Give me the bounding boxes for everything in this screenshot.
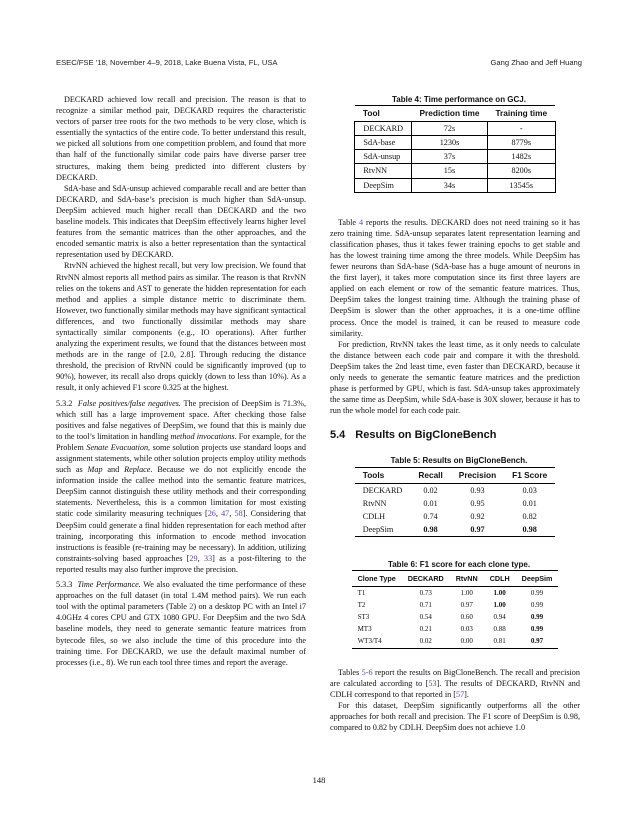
table6-header: CDLH <box>484 571 516 587</box>
table5-block <box>330 455 580 537</box>
table6-header: DECKARD <box>402 571 450 587</box>
citation-link[interactable]: 47 <box>221 509 230 519</box>
table6-header: Clone Type <box>352 571 402 587</box>
paragraph-bcb-results: Tables 5-6 report the results on BigCloneBench. The recall and precision are calculated according to [53]. The results of DECKARD, RtvNN and CDLH correspond to that reported in [57]. <box>330 667 580 699</box>
table4-block <box>330 94 580 193</box>
subsection-title: False positives/false negatives. <box>77 398 181 408</box>
table6-caption: Table 6: F1 score for each clone type. <box>387 560 531 569</box>
subsection-number: 5.3.2 <box>56 398 73 408</box>
paragraph-rtvnn: RtvNN achieved the highest recall, but very low precision. We found that RtvNN almost reports all method pairs as similar. The reason is that RtvNN relies on the tokens and AST to generate the hidden representation for each method and applies a simple distance metric to discriminate them. However, two functionally similar methods may have significant syntactical differences, and two functionally dissimilar methods may share syntactically similar components (e.g., IO operations). After further analyzing the experiment results, we found that the distances between most methods are in the range of [2.0, 2.8]. Through reducing the distance threshold, the precision of RtvNN could be significantly improved (up to 90%), however, its recall also drops quickly (down to less than 10%). As a result, it only achieved F1 score 0.325 at the highest. <box>56 261 306 393</box>
citation-link[interactable]: 53 <box>428 678 437 688</box>
table-row: T1 0.73 1.00 1.00 0.99 <box>357 588 544 597</box>
table-ref-link[interactable]: 6 <box>368 667 373 677</box>
subsection-false-positives: 5.3.2 False positives/false negatives. The precision of DeepSim is 71.3%, which still has a large improvement space. After checking those false positives and false negatives of DeepSim, we found that this is mainly due to the tool’s limitation in handling method invocations. For example, for the Problem Senate Evacuation, some solution projects use standard loops and assignment statements, while other solution projects employ utility methods such as Map and Replace. Because we do not explicitly encode the information inside the callee method into the semantic feature matrices, DeepSim cannot distinguish these utility methods and their corresponding statements. Nevertheless, this is a common limitation for most existing static code similarity measuring techniques [26, 47, 58]. Considering that DeepSim could generate a final hidden representation for each method after training, incorporating this information to encode method invocation instructions is feasible (re-training may be necessary). In addition, utilizing constraints-solving based approaches [29, 33] as a post-filtering to the reported results may also further improve the precision. <box>56 398 307 574</box>
table-row: T2 0.71 0.97 1.00 0.99 <box>357 600 544 609</box>
subsection-title: Time Performance. <box>77 580 141 590</box>
table6-block <box>330 559 580 649</box>
paragraph-prediction: For prediction, RtvNN takes the least time, as it only needs to calculate the distance between each code pair and compare it with the threshold. DeepSim takes the 2nd least time, even faster than DECKARD, because it only needs to generate the semantic feature matrices and the prediction phase is performed by GPU, which is fast. SdA-unsup takes approximately the same time as DeepSim, while SdA-base is 30X slower, because it has to run the whole model for each code pair. <box>330 339 580 416</box>
table-row: SdA-unsup 37s 1482s <box>355 150 555 164</box>
paragraph-deckard: DECKARD achieved low recall and precision. The reason is that to recognize a similar method pair, DECKARD requires the characteristic vectors of parser tree roots for the two methods to be very close, which is essentially the syntactics of the entire code. To better understand this result, we picked all solutions from one competition problem, and found that more than half of the functionally similar code pairs have diverse parser tree structures, making them being predicted into different clusters by DECKARD. <box>56 95 306 182</box>
header-authors: Gang Zhao and Jeff Huang <box>490 58 582 67</box>
subsection-number: 5.3.3 <box>56 580 73 590</box>
citation-link[interactable]: 57 <box>455 689 465 699</box>
left-column <box>56 94 306 668</box>
table-row: CDLH 0.74 0.92 0.82 <box>362 511 537 521</box>
table-row: DECKARD 72s - <box>355 122 555 136</box>
table-row: RtvNN 0.01 0.95 0.01 <box>362 498 537 508</box>
table6-header: RtvNN <box>450 571 484 587</box>
table5-header: Tools <box>355 467 411 483</box>
section-heading-5-4: 5.4 Results on BigCloneBench <box>330 429 497 442</box>
header-venue: ESEC/FSE ’18, November 4–9, 2018, Lake Buena Vista, FL, USA <box>56 58 278 67</box>
table5-header: Precision <box>451 467 504 483</box>
table5-header: F1 Score <box>504 467 555 483</box>
table6 <box>352 570 559 649</box>
table-row: DeepSim 34s 13545s <box>355 178 555 192</box>
table6-header: DeepSim <box>516 571 559 587</box>
page-number: 148 <box>312 775 326 785</box>
table-row: ST3 0.54 0.60 0.94 0.99 <box>357 612 544 621</box>
table5-caption: Table 5: Results on BigCloneBench. <box>390 456 528 466</box>
table-ref-link[interactable]: 5 <box>361 667 366 677</box>
citation-link[interactable]: 26 <box>207 509 216 519</box>
subsection-time-performance: 5.3.3 Time Performance. We also evaluated the time performance of these approaches on the full dataset (in total 1.4M method pairs). We run each tool with the optimal parameters (Table 2) on a desktop PC with an Intel i7 4.0GHz 4 cores CPU and GTX 1080 GPU. For DeepSim and the two SdA baseline models, they need to generate semantic feature matrices from bytecode files, so we also include the time of this procedure into the training time. For DECKARD, we use the default maximal number of processes (i.e., 8). We run each tool three times and report the average. <box>56 580 306 667</box>
table-row: WT3/T4 0.02 0.00 0.81 0.97 <box>352 636 559 649</box>
table-ref-link[interactable]: 4 <box>358 217 364 227</box>
table4-header: Tool <box>355 106 412 122</box>
citation-link[interactable]: 33 <box>203 553 213 563</box>
citation-link[interactable]: 29 <box>189 553 198 563</box>
table4-header: Prediction time <box>412 106 488 122</box>
table4 <box>354 105 555 193</box>
table-row: RtvNN 15s 8200s <box>355 164 555 178</box>
paragraph-sda: SdA-base and SdA-unsup achieved comparable recall and are better than DECKARD, and SdA-base’s precision is much higher than SdA-unsup. DeepSim achieved much higher recall than DECKARD and the two baseline models. This indicates that DeepSim effectively learns higher level features from the semantic matrices than the other approaches, and the encoded semantic matrix is also a better representation than the syntactical representation used by DECKARD. <box>56 183 306 260</box>
table-row: DeepSim 0.98 0.97 0.98 <box>355 523 555 537</box>
citation-link[interactable]: 58 <box>234 509 243 519</box>
table-row: SdA-base 1230s 8779s <box>355 136 555 150</box>
table-row: DECKARD 0.02 0.93 0.03 <box>362 485 537 495</box>
table5 <box>355 467 555 537</box>
table4-caption: Table 4: Time performance on GCJ. <box>392 95 526 104</box>
paragraph-bcb-comparison: For this dataset, DeepSim significantly outperforms all the other approaches for both recall and precision. The F1 score of DeepSim is 0.98, compared to 0.82 by CDLH. DeepSim does not achieve 1.0 <box>330 700 580 733</box>
table4-header: Training time <box>487 106 555 122</box>
right-column <box>330 94 580 733</box>
table-row: MT3 0.21 0.03 0.88 0.99 <box>357 624 544 633</box>
table-ref-link[interactable]: 2 <box>189 602 194 612</box>
table5-header: Recall <box>410 467 450 483</box>
paragraph-table4-discussion: Table 4 reports the results. DECKARD does not need training so it has zero training time. SdA-unsup separates latent representation learning and classification phases, thus it takes fewer training epochs to get stable and has the lowest training time among the three models. While DeepSim has fewer neurons than SdA-base (SdA-base has a huge amount of neurons in the first layer), it takes more computation since its first three layers are applied on each element or row of the semantic feature matrices. Thus, DeepSim takes the longest training time. Although the training phase of DeepSim is slower than the other approaches, it is a one-time offline process. Once the model is trained, it can be reused to measure code similarity. <box>330 217 580 338</box>
